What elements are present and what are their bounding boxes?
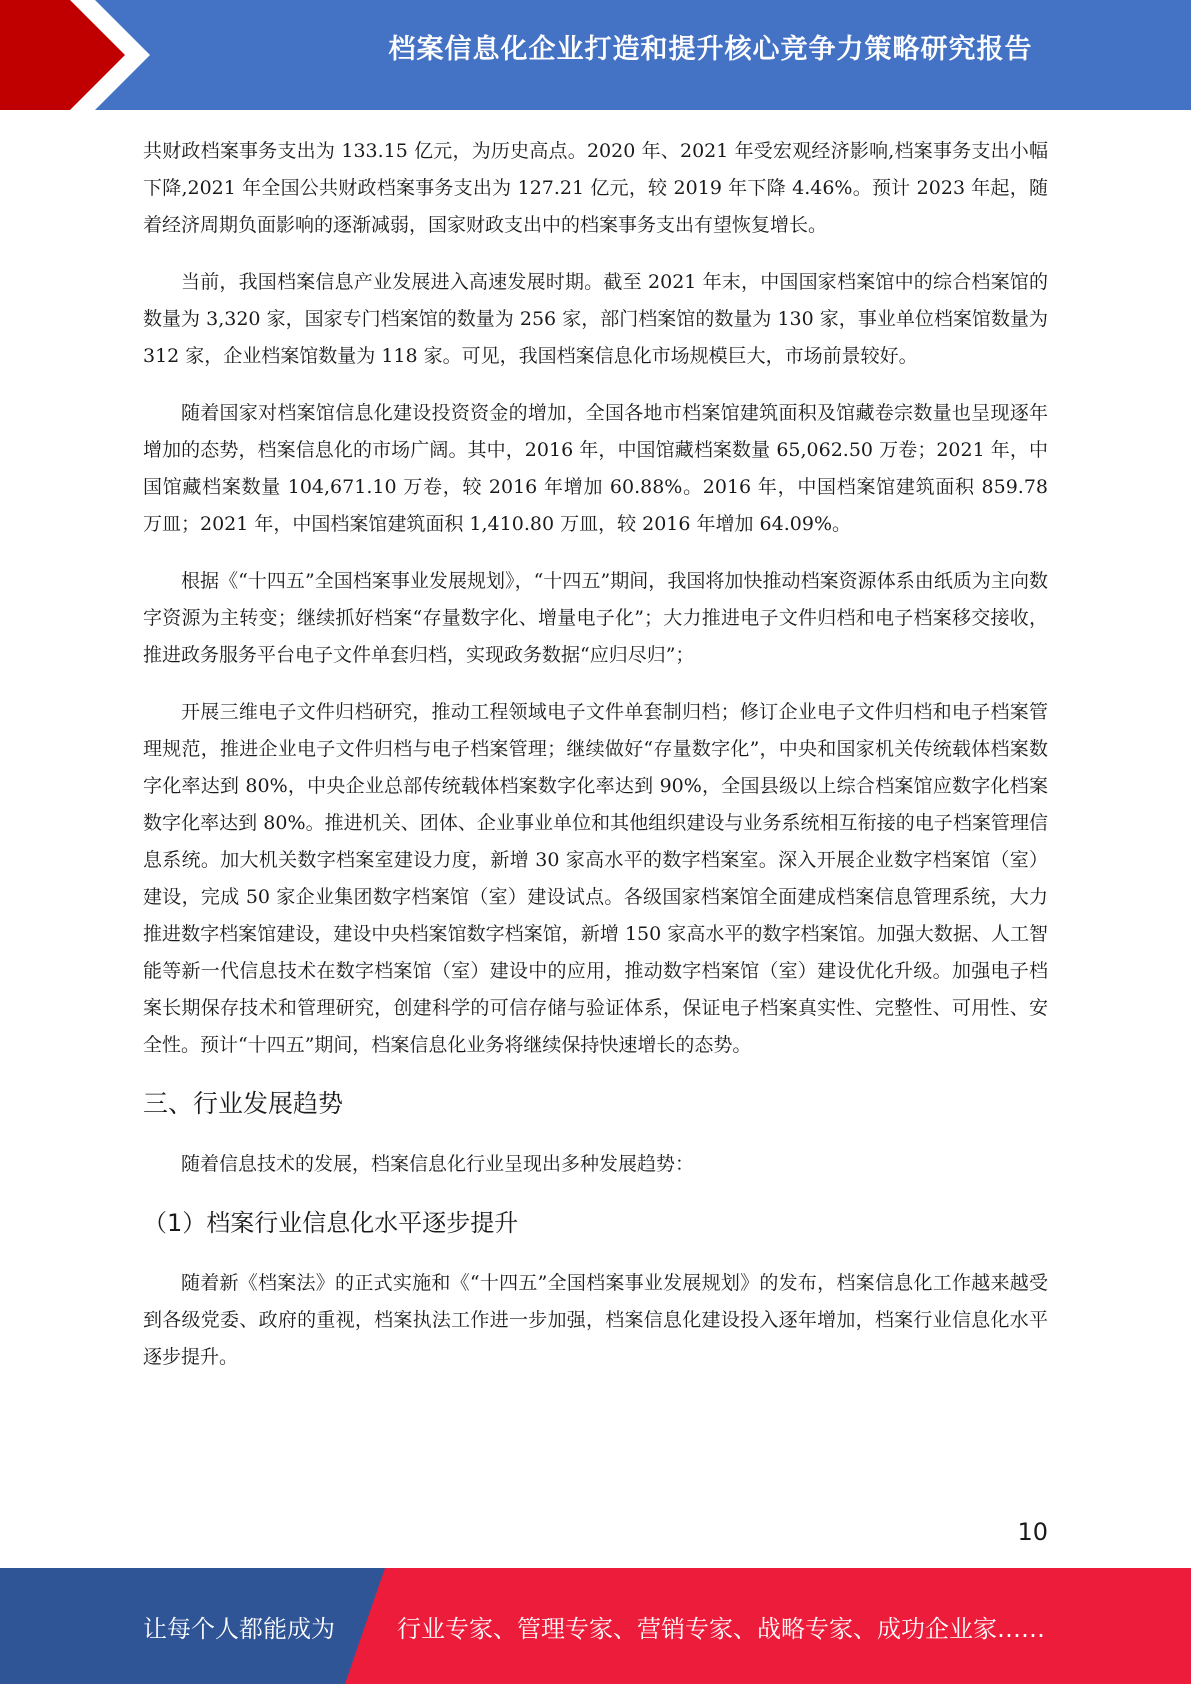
page-footer (0, 1568, 1191, 1684)
header-title: 档案信息化企业打造和提升核心竞争力策略研究报告 (388, 34, 1033, 65)
section-intro-paragraph: 随着信息技术的发展，档案信息化行业呈现出多种发展趋势： (181, 1153, 695, 1175)
body-paragraph-2: 当前，我国档案信息产业发展进入高速发展时期。截至 2021 年末，中国国家档案馆中的综合档案馆的数量为 3,320 家，国家专门档案馆的数量为 256 家，部门档案馆的数量为 130 家，事业单位档案馆数量为 312 家，企业档案馆数量为 118 家。可见，我国档案信息化市场规模巨大，市场前景较好。 (143, 271, 1048, 367)
document-body (143, 133, 1048, 1396)
body-paragraph-1: 共财政档案事务支出为 133.15 亿元，为历史高点。2020 年、2021 年受宏观经济影响,档案事务支出小幅下降,2021 年全国公共财政档案事务支出为 127.21 亿元，较 2019 年下降 4.46%。预计 2023 年起，随着经济周期负面影响的逐渐减弱，国家财政支出中的档案事务支出有望恢复增长。 (143, 140, 1048, 236)
section-heading: 三、行业发展趋势 (143, 1089, 344, 1118)
body-paragraph-3: 随着国家对档案馆信息化建设投资资金的增加，全国各地市档案馆建筑面积及馆藏卷宗数量也呈现逐年增加的态势，档案信息化的市场广阔。其中，2016 年，中国馆藏档案数量 65,062.50 万卷；2021 年，中国馆藏档案数量 104,671.10 万卷，较 2016 年增加 60.88%。2016 年，中国档案馆建筑面积 859.78 万皿；2021 年，中国档案馆建筑面积 1,410.80 万皿，较 2016 年增加 64.09%。 (143, 402, 1048, 535)
body-paragraph-5: 开展三维电子文件归档研究，推动工程领域电子文件单套制归档；修订企业电子文件归档和电子档案管理规范，推进企业电子文件归档与电子档案管理；继续做好“存量数字化”，中央和国家机关传统载体档案数字化率达到 80%，中央企业总部传统载体档案数字化率达到 90%，全国县级以上综合档案馆应数字化档案数字化率达到 80%。推进机关、团体、企业事业单位和其他组织建设与业务系统相互衔接的电子档案管理信息系统。加大机关数字档案室建设力度，新增 30 家高水平的数字档案室。深入开展企业数字档案馆（室）建设，完成 50 家企业集团数字档案馆（室）建设试点。各级国家档案馆全面建成档案信息管理系统，大力推进数字档案馆建设，建设中央档案馆数字档案馆，新增 150 家高水平的数字档案馆。加强大数据、人工智能等新一代信息技术在数字档案馆（室）建设中的应用，推动数字档案馆（室）建设优化升级。加强电子档案长期保存技术和管理研究，创建科学的可信存储与验证体系，保证电子档案真实性、完整性、可用性、安全性。预计“十四五”期间，档案信息化业务将继续保持快速增长的态势。 (143, 701, 1048, 1056)
page-number: 10 (1017, 1518, 1048, 1546)
header-arrow-decoration (0, 0, 180, 110)
subsection-paragraph: 随着新《档案法》的正式实施和《“十四五”全国档案事业发展规划》的发布，档案信息化工作越来越受到各级党委、政府的重视，档案执法工作进一步加强，档案信息化建设投入逐年增加，档案行业信息化水平逐步提升。 (143, 1272, 1048, 1368)
subsection-heading: （1）档案行业信息化水平逐步提升 (143, 1209, 519, 1237)
footer-slogan-right: 行业专家、管理专家、营销专家、战略专家、成功企业家…… (397, 1615, 1045, 1643)
body-paragraph-4: 根据《“十四五”全国档案事业发展规划》，“十四五”期间，我国将加快推动档案资源体系由纸质为主向数字资源为主转变；继续抓好档案“存量数字化、增量电子化”；大力推进电子文件归档和电子档案移交接收，推进政务服务平台电子文件单套归档，实现政务数据“应归尽归”； (143, 570, 1048, 666)
page-header (0, 0, 1191, 110)
footer-slogan-left: 让每个人都能成为 (143, 1615, 335, 1643)
